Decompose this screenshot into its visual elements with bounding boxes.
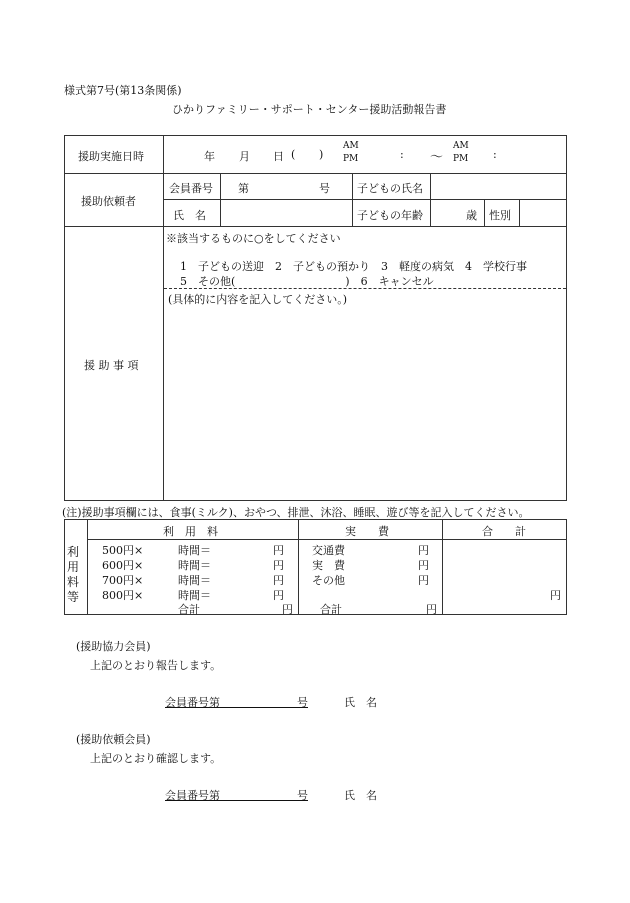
- actual-subtotal-yen: 円: [426, 603, 437, 616]
- member-no-label: 会員番号: [169, 182, 213, 195]
- actual-cost-header: 実 費: [345, 525, 389, 538]
- form-number: 様式第7号(第13条関係): [64, 84, 182, 97]
- end-pm: PM: [453, 154, 469, 164]
- helper-member-no: 会員番号第 号: [165, 696, 308, 709]
- page-title: ひかりファミリー・サポート・センター援助活動報告書: [172, 103, 447, 116]
- usage-subtotal-yen: 円: [282, 603, 293, 616]
- client-name-label: 氏 名: [344, 789, 377, 802]
- client-heading: (援助依頼会員): [76, 733, 151, 746]
- end-am: AM: [453, 141, 469, 151]
- assistance-options-1: 1 子どもの送迎 2 子どもの預かり 3 軽度の病気 4 学校行事: [180, 260, 527, 273]
- end-colon: :: [493, 148, 497, 161]
- start-am: AM: [343, 141, 359, 151]
- month-label: 月: [239, 150, 250, 163]
- client-statement: 上記のとおり確認します。: [90, 752, 222, 765]
- child-name-label: 子どもの氏名: [357, 182, 423, 195]
- note: (注)援助事項欄には、食事(ミルク)、おやつ、排泄、沐浴、睡眠、遊び等を記入してください。: [62, 506, 530, 519]
- helper-name-label: 氏 名: [344, 696, 377, 709]
- grand-total-yen: 円: [550, 589, 561, 602]
- weekday-open: (: [291, 148, 296, 161]
- helper-heading: (援助協力会員): [76, 640, 151, 653]
- actual-subtotal-label: 合計: [320, 603, 342, 616]
- member-no-go: 号: [319, 182, 330, 195]
- assistance-label: 援 助 事 項: [84, 359, 139, 372]
- assistance-instruction: ※該当するものに○をしてください: [166, 232, 341, 245]
- assistance-detail-prompt: (具体的に内容を記入してください。): [168, 293, 348, 306]
- fees-side-label: 利 用 料 等: [67, 545, 80, 604]
- usage-subtotal-label: 合計: [178, 603, 200, 616]
- weekday-close: ): [319, 148, 324, 161]
- requester-name-label: 氏 名: [173, 209, 206, 222]
- start-colon: :: [400, 148, 404, 161]
- date-row-label: 援助実施日時: [78, 150, 144, 163]
- usage-fee-header: 利 用 料: [163, 525, 218, 538]
- requester-label: 援助依頼者: [81, 195, 136, 208]
- client-member-no: 会員番号第 号: [165, 789, 308, 802]
- total-header: 合 計: [482, 525, 526, 538]
- year-label: 年: [204, 150, 215, 163]
- tilde: 〜: [430, 150, 444, 165]
- day-label: 日: [273, 150, 284, 163]
- start-pm: PM: [343, 154, 359, 164]
- age-unit: 歳: [466, 209, 477, 222]
- helper-statement: 上記のとおり報告します。: [90, 659, 222, 672]
- member-no-dai: 第: [238, 182, 249, 195]
- gender-label: 性別: [489, 209, 511, 222]
- assistance-options-2: 5 その他( ) 6 キャンセル: [180, 275, 434, 288]
- child-age-label: 子どもの年齢: [357, 209, 423, 222]
